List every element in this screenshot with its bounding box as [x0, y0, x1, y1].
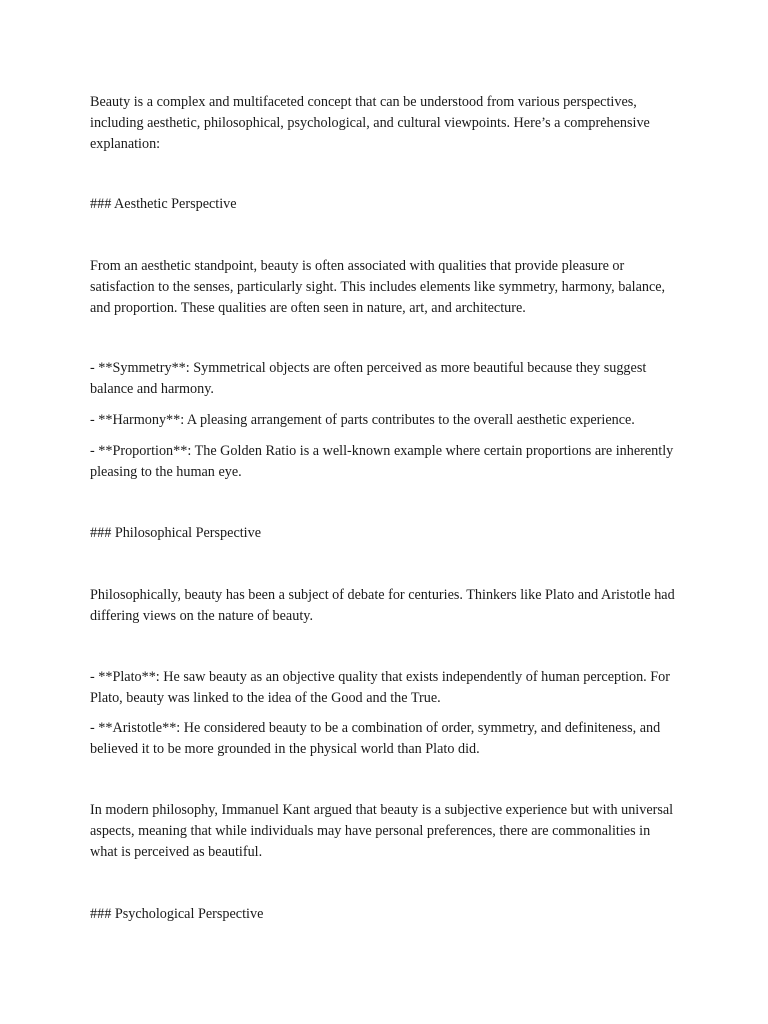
list-item-plato: - **Plato**: He saw beauty as an objective quality that exists independently of human perception. For Plato, beauty was linked to the idea of the Good and the True. — [90, 669, 670, 706]
philosophical-heading: ### Philosophical Perspective — [90, 525, 262, 541]
aesthetic-paragraph: From an aesthetic standpoint, beauty is often associated with qualities that provide pleasure or satisfaction to the senses, particularly sight. This includes elements like symmetry, harmony, balance, and proportion. These qualities are often seen in nature, art, and architecture. — [90, 258, 666, 316]
aesthetic-heading: ### Aesthetic Perspective — [90, 196, 237, 212]
list-item-proportion: - **Proportion**: The Golden Ratio is a well-known example where certain proportions are inherently pleasing to the human eye. — [90, 443, 674, 480]
intro-paragraph: Beauty is a complex and multifaceted concept that can be understood from various perspectives, including aesthetic, philosophical, psychological, and cultural viewpoints. Here’s a comprehensive explanation: — [90, 94, 650, 152]
list-item-harmony: - **Harmony**: A pleasing arrangement of parts contributes to the overall aesthetic experience. — [90, 412, 635, 428]
modern-philosophy-paragraph: In modern philosophy, Immanuel Kant argued that beauty is a subjective experience but with universal aspects, meaning that while individuals may have personal preferences, there are commonalities in what is perceived as beautiful. — [90, 802, 674, 860]
list-item-aristotle: - **Aristotle**: He considered beauty to be a combination of order, symmetry, and definiteness, and believed it to be more grounded in the physical world than Plato did. — [90, 720, 661, 757]
list-item-symmetry: - **Symmetry**: Symmetrical objects are often perceived as more beautiful because they suggest balance and harmony. — [90, 360, 647, 397]
psychological-heading: ### Psychological Perspective — [90, 906, 264, 922]
philosophical-paragraph: Philosophically, beauty has been a subject of debate for centuries. Thinkers like Plato and Aristotle had differing views on the nature of beauty. — [90, 587, 675, 624]
